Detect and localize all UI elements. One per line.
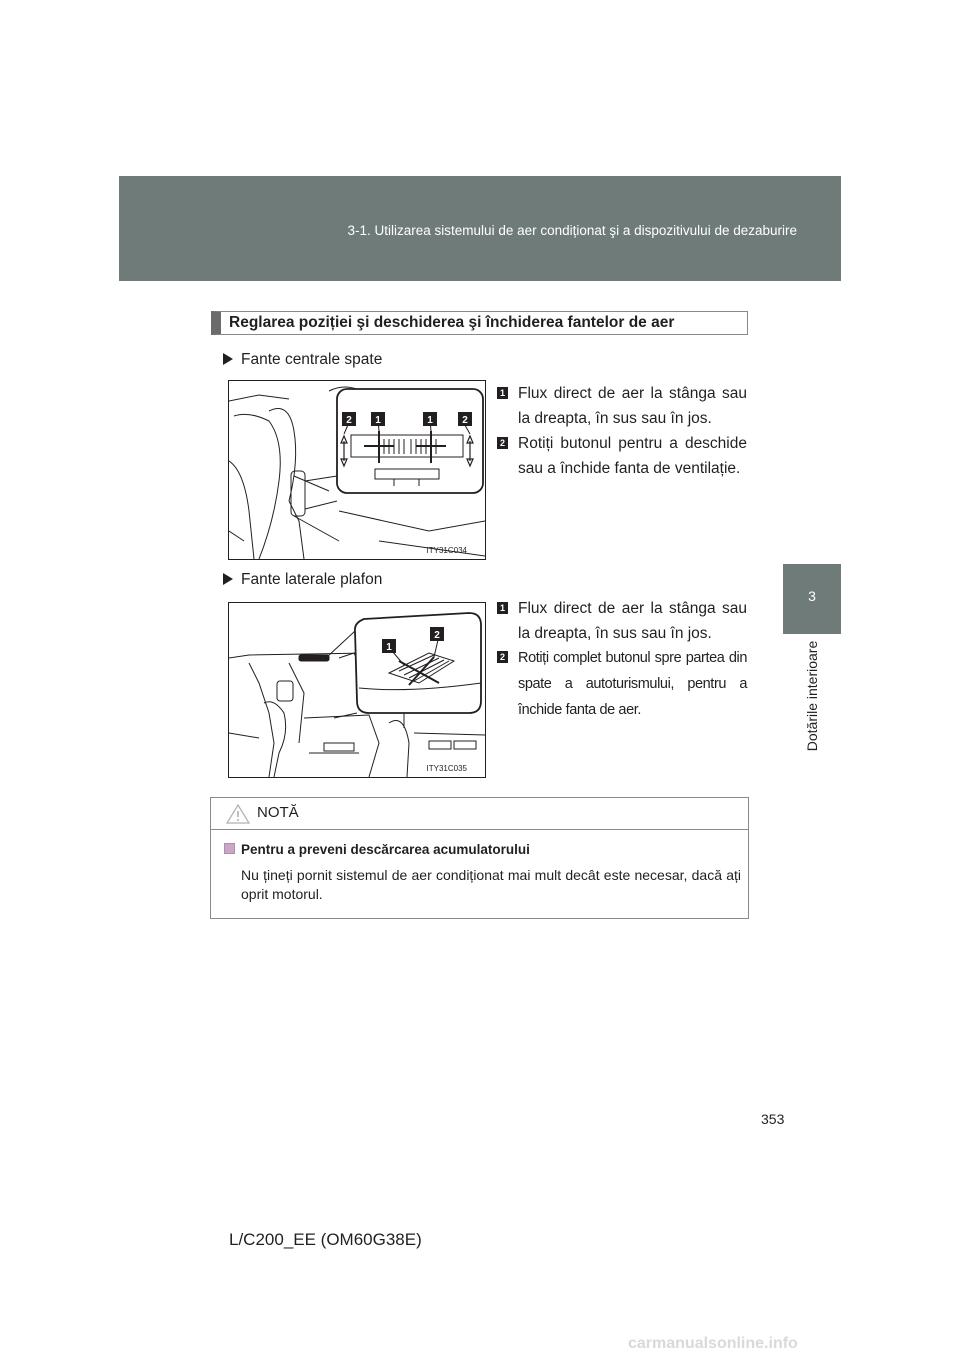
rear-vents-illustration [229, 381, 485, 559]
triangle-bullet-icon [223, 353, 233, 365]
step-number: 1 [497, 602, 508, 614]
subheading-ceiling-side [223, 571, 382, 589]
figure-code: ITY31C035 [426, 764, 467, 773]
warning-triangle-icon [226, 804, 250, 824]
figure-ceiling-side-vents [228, 602, 486, 778]
callout-label: 2 [462, 415, 468, 426]
notice-title: NOTĂ [257, 804, 299, 821]
step-text: Flux direct de aer la stânga sau la dreapta, în sus sau în jos. [518, 385, 747, 427]
notice-box [210, 797, 749, 919]
triangle-bullet-icon [223, 573, 233, 585]
step-ceiling-1 [497, 596, 747, 646]
callout-label: 1 [427, 415, 433, 426]
ceiling-vents-illustration [229, 603, 485, 777]
step-text: Rotiți butonul pentru a deschide sau a închide fanta de ventilație. [518, 435, 747, 477]
chapter-title: Dotările interioare [804, 640, 820, 752]
section-header: 3-1. Utilizarea sistemului de aer condiționat şi a dispozitivului de dezaburire [347, 223, 797, 238]
page-number: 353 [761, 1111, 785, 1127]
step-text: Rotiți complet butonul spre partea din spate a autoturismului, pentru a închide fanta de aer. [518, 650, 747, 718]
step-number: 2 [497, 651, 508, 663]
step-number: 1 [497, 387, 508, 399]
square-bullet-icon [224, 843, 235, 854]
notice-subtitle [224, 842, 530, 857]
watermark: carmanualsonline.info [628, 1335, 798, 1352]
figure-rear-center-vents [228, 380, 486, 560]
chapter-tab [783, 564, 841, 634]
step-rear-2 [497, 431, 747, 481]
section-title: Reglarea poziției şi deschiderea şi închiderea fantelor de aer [211, 311, 748, 335]
notice-body: Nu țineți pornit sistemul de aer condiționat mai mult decât este necesar, dacă ați oprit motorul. [241, 867, 741, 902]
subheading-text: Fante laterale plafon [241, 571, 383, 588]
step-text: Flux direct de aer la stânga sau la dreapta, în sus sau în jos. [518, 600, 747, 642]
callout-label: 1 [386, 642, 392, 653]
step-number: 2 [497, 437, 508, 449]
header-band [119, 176, 841, 281]
subheading-rear-center [223, 351, 382, 369]
callout-label: 1 [375, 415, 381, 426]
callout-label: 2 [434, 630, 440, 641]
figure-code: ITY31C034 [426, 546, 467, 555]
document-code: L/C200_EE (OM60G38E) [229, 1230, 422, 1249]
callout-label: 2 [346, 415, 352, 426]
step-ceiling-2 [497, 645, 747, 723]
notice-header [211, 798, 748, 830]
subheading-text: Fante centrale spate [241, 351, 383, 368]
chapter-label [783, 634, 841, 764]
notice-subtitle-text: Pentru a preveni descărcarea acumulatorului [241, 842, 530, 857]
chapter-number: 3 [808, 588, 816, 604]
step-rear-1 [497, 381, 747, 431]
